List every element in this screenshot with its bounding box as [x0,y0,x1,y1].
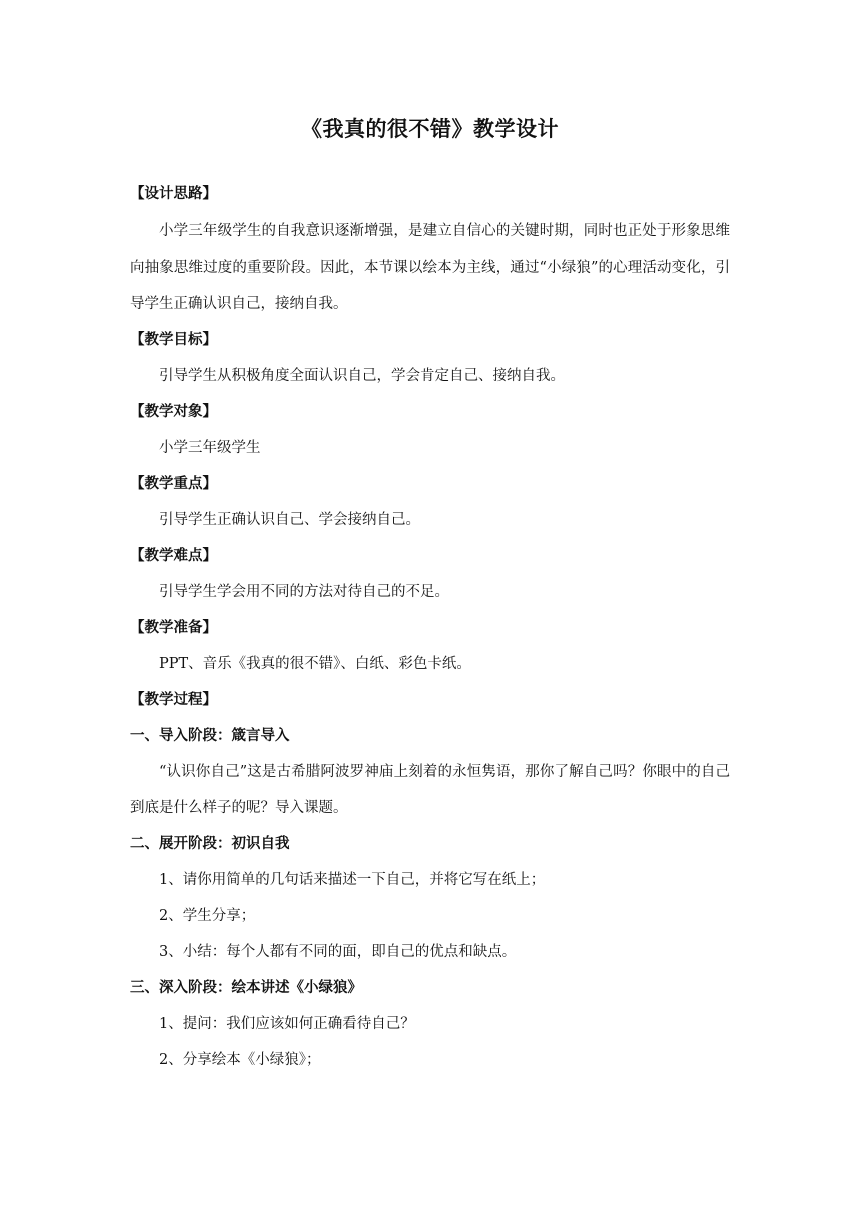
list-item: 2、学生分享； [159,907,256,924]
heading-preparation: 【教学准备】 [130,619,217,636]
paragraph-key-point: 引导学生正确认识自己、学会接纳自己。 [159,511,420,528]
list-item: 2、分享绘本《小绿狼》； [159,1051,321,1068]
page-title: 《我真的很不错》教学设计 [301,117,559,141]
heading-audience: 【教学对象】 [130,403,217,420]
heading-goal: 【教学目标】 [130,331,217,348]
paragraph-design-idea: 小学三年级学生的自我意识逐渐增强，是建立自信心的关键时期，同时也正处于形象思维向抽象思维过度的重要阶段。因此，本节课以绘本为主线，通过“小绿狼”的心理活动变化，引导学生正确认识自己，接纳自我。 [130,223,730,312]
list-item: 1、提问：我们应该如何正确看待自己？ [159,1015,415,1032]
paragraph-preparation: PPT、音乐《我真的很不错》、白纸、彩色卡纸。 [159,655,471,672]
heading-design-idea: 【设计思路】 [130,186,217,202]
heading-stage-3: 三、深入阶段：绘本讲述《小绿狼》 [130,979,362,996]
list-item: 3、小结：每个人都有不同的面，即自己的优点和缺点。 [159,943,517,960]
heading-key-point: 【教学重点】 [130,475,217,492]
heading-stage-1: 一、导入阶段：箴言导入 [130,727,290,744]
heading-difficulty: 【教学难点】 [130,547,217,564]
paragraph-stage-1: “认识你自己”这是古希腊阿波罗神庙上刻着的永恒隽语，那你了解自己吗？你眼中的自己到底是什么样子的呢？导入课题。 [130,763,730,816]
paragraph-audience: 小学三年级学生 [159,439,261,456]
paragraph-difficulty: 引导学生学会用不同的方法对待自己的不足。 [159,583,449,600]
document-body [130,184,730,1070]
list-item: 1、请你用简单的几句话来描述一下自己，并将它写在纸上； [159,871,546,888]
paragraph-goal: 引导学生从积极角度全面认识自己，学会肯定自己、接纳自我。 [159,367,565,384]
heading-process: 【教学过程】 [130,691,217,708]
heading-stage-2: 二、展开阶段：初识自我 [130,835,290,852]
